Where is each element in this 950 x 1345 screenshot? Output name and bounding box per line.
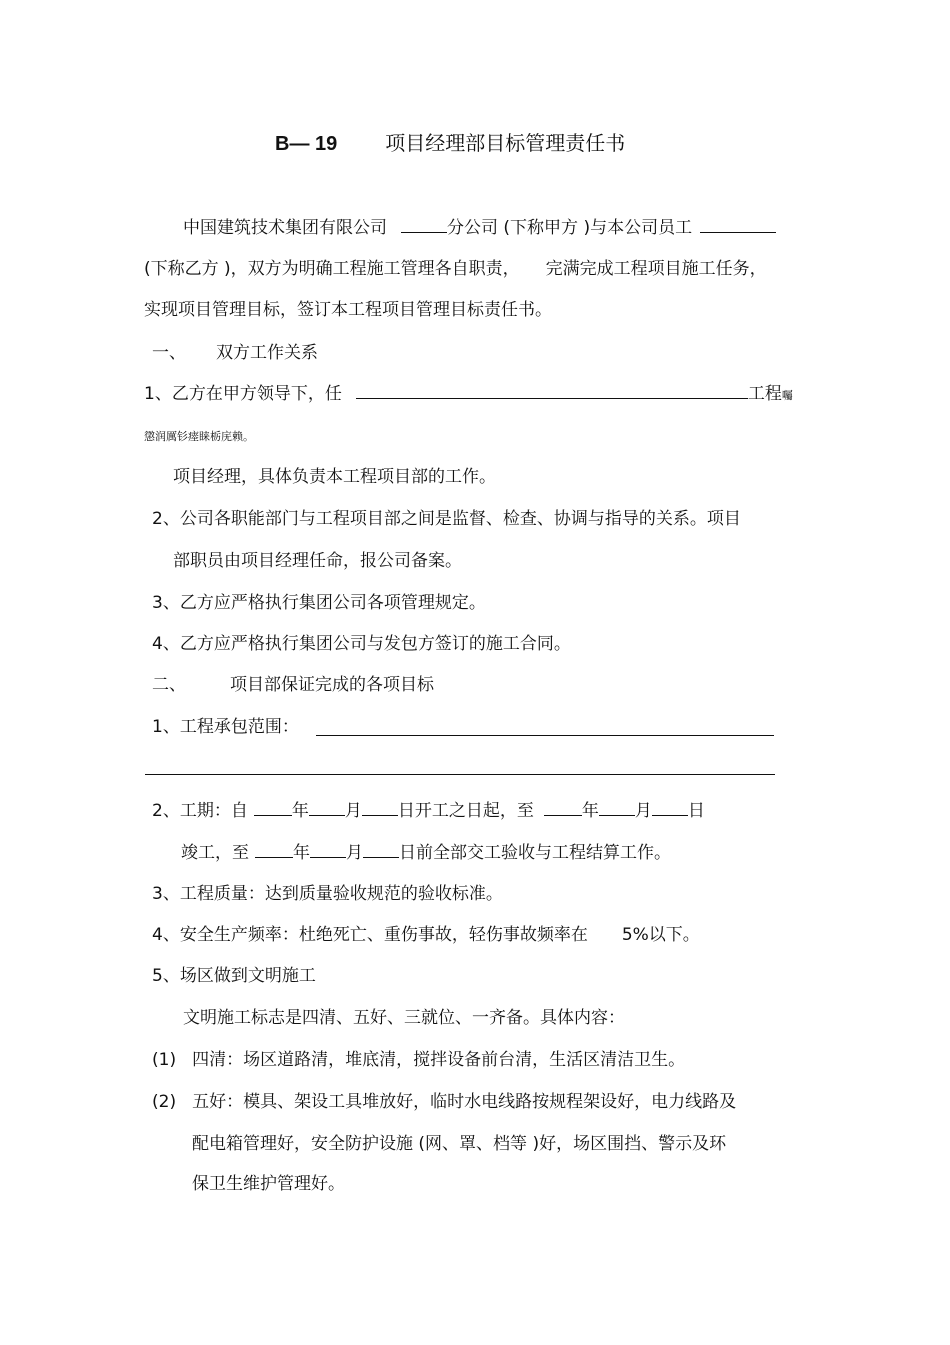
project-name-blank — [356, 382, 748, 399]
end-day-blank — [652, 799, 688, 816]
sec2-item-2-cont: 竣工，至 年 月 日前全部交工验收与工程结算工作。 — [181, 843, 671, 863]
contract-scope-blank-1 — [316, 735, 774, 736]
intro-line-1 — [183, 216, 776, 239]
start-month-blank — [309, 799, 345, 816]
sub-item-1-text: 四清：场区道路清，堆底清，搅拌设备前台清，生活区清洁卫生。 — [192, 1050, 686, 1070]
sec2-item-3: 3、工程质量：达到质量验收规范的验收标准。 — [152, 884, 503, 904]
sub-item-2-number: (2) — [152, 1092, 177, 1112]
end-year-blank — [544, 799, 582, 816]
sub-item-2-text: 五好：模具、架设工具堆放好，临时水电线路按规程架设好，电力线路及 — [192, 1092, 737, 1112]
section-2-number: 二、 — [152, 675, 186, 695]
sec1-item-1 — [144, 382, 793, 407]
sub-item-2-cont-2: 保卫生维护管理好。 — [192, 1174, 345, 1194]
sub-item-2 — [152, 1091, 736, 1113]
sec1-item-2: 2、公司各职能部门与工程项目部之间是监督、检查、协调与指导的关系。项目 — [152, 509, 741, 529]
sec1-item-1-glyph: 囑 — [781, 389, 793, 402]
sec2-item-2: 2、工期：自 年 月 日开工之日起，至 年 月 日 — [152, 801, 705, 821]
intro-purpose: 完满完成工程项目施工任务， — [545, 259, 767, 279]
sub-item-1 — [152, 1049, 685, 1071]
sec1-item-3: 3、乙方应严格执行集团公司各项管理规定。 — [152, 593, 486, 613]
sub-item-2-cont-1: 配电箱管理好，安全防护设施 (网、罩、档等 )好，场区围挡、警示及环 — [192, 1134, 727, 1154]
sec2-item-5: 5、场区做到文明施工 — [152, 966, 316, 986]
sec2-item-1 — [152, 716, 299, 738]
section-1-heading — [152, 342, 318, 364]
sec1-item-1-cont: 项目经理，具体负责本工程项目部的工作。 — [173, 467, 496, 487]
sec2-item-4: 4、安全生产频率：杜绝死亡、重伤事故，轻伤事故频率在 5%以下。 — [152, 925, 700, 945]
final-day-blank — [363, 841, 399, 858]
employee-blank — [700, 216, 776, 233]
end-month-blank — [599, 799, 635, 816]
sec2-item-5-desc: 文明施工标志是四清、五好、三就位、一齐备。具体内容： — [183, 1008, 625, 1028]
injury-rate: 5%以下。 — [621, 925, 700, 945]
intro-line-2 — [144, 258, 767, 280]
sec1-item-4: 4、乙方应严格执行集团公司与发包方签订的施工合同。 — [152, 634, 571, 654]
intro-party-b: (下称乙方 )，双方为明确工程施工管理各自职责， — [144, 259, 520, 279]
section-1-title: 双方工作关系 — [216, 343, 318, 363]
document-title — [275, 132, 625, 155]
sub-item-1-number: (1) — [152, 1050, 177, 1070]
contract-scope-blank-2 — [145, 774, 775, 775]
start-year-blank — [254, 799, 292, 816]
section-1-number: 一、 — [152, 343, 186, 363]
garbled-text: 懲润厲钐瘗睐栃庑赖。 — [144, 430, 254, 443]
final-year-blank — [255, 841, 293, 858]
intro-party-a: 分公司 (下称甲方 )与本公司员工 — [447, 218, 693, 238]
intro-line-3: 实现项目管理目标，签订本工程项目管理目标责任书。 — [144, 300, 552, 320]
document-title-text: 项目经理部目标管理责任书 — [385, 131, 626, 155]
sec1-item-1-text: 1、乙方在甲方领导下，任 — [144, 384, 342, 404]
sec1-item-2-cont: 部职员由项目经理任命，报公司备案。 — [173, 551, 462, 571]
section-2-heading — [152, 674, 434, 696]
contract-scope-label: 1、工程承包范围： — [152, 717, 299, 737]
company-name: 中国建筑技术集团有限公司 — [183, 218, 387, 238]
branch-blank — [401, 216, 447, 233]
start-day-blank — [362, 799, 398, 816]
document-code: B— 19 — [275, 133, 338, 155]
section-2-title: 项目部保证完成的各项目标 — [230, 675, 434, 695]
final-month-blank — [310, 841, 346, 858]
sec1-item-1-project: 工程 — [747, 384, 782, 404]
